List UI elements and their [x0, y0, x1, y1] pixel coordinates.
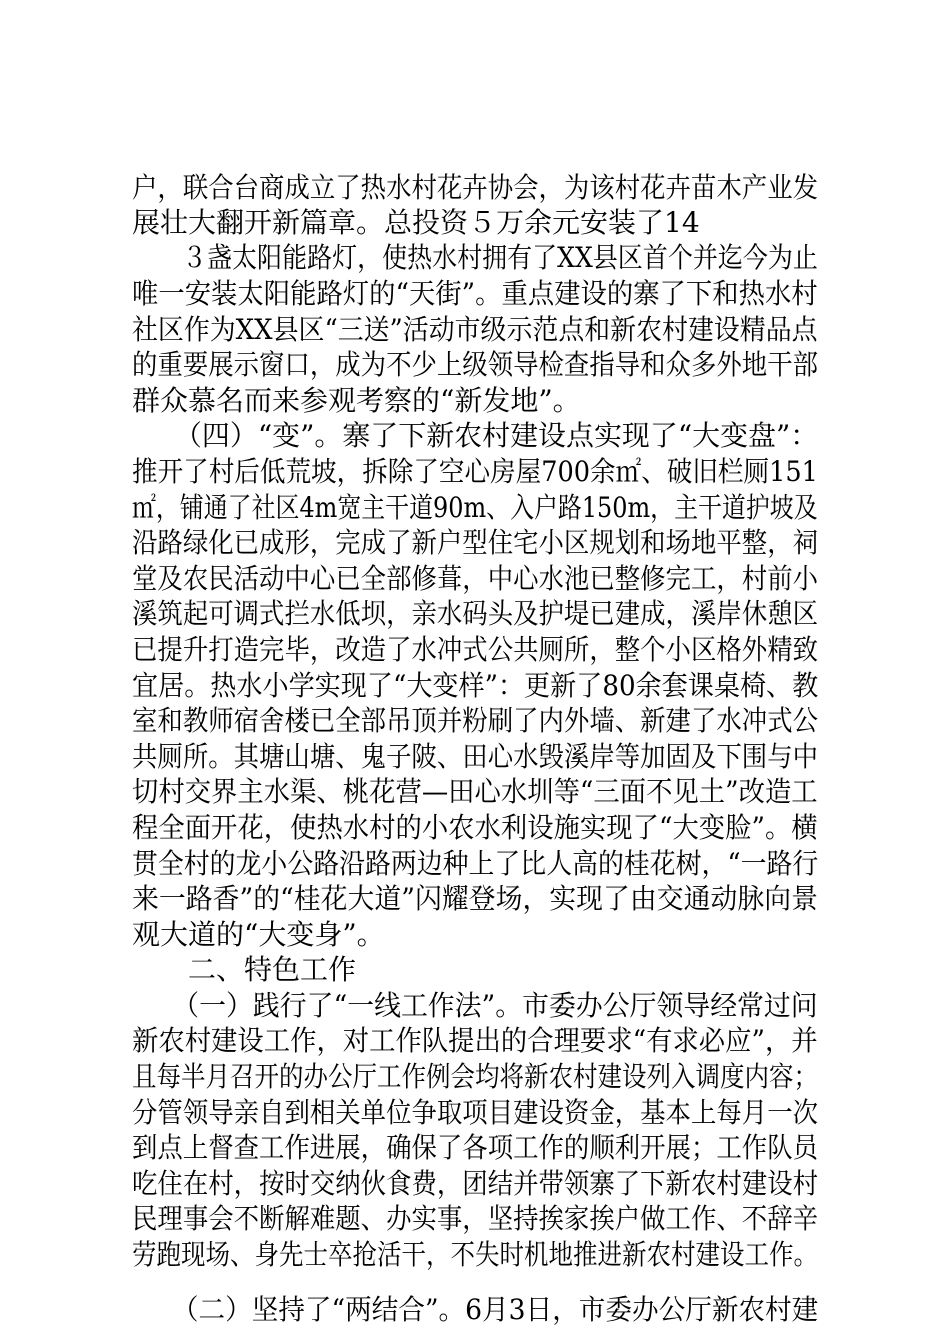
text-line: 唯一安装太阳能路灯的“天街”。重点建设的寨了下和热水村	[132, 277, 818, 310]
text-line: 观大道的“大变身”。	[132, 918, 385, 951]
text-line: 民理事会不断解难题、办实事，坚持挨家挨户做工作、不辞辛	[132, 1202, 819, 1235]
text-line: 程全面开花，使热水村的小农水利设施实现了“大变脸”。横	[132, 811, 818, 844]
text-line: 到点上督查工作进展，确保了各项工作的顺利开展；工作队员	[132, 1131, 819, 1164]
text-line: 社区作为XX县区“三送”活动市级示范点和新农村建设精品点	[132, 313, 818, 346]
section-heading: 二、特色工作	[132, 953, 357, 986]
text-line: 分管领导亲自到相关单位争取项目建设资金，基本上每月一次	[132, 1096, 819, 1129]
text-line: 新农村建设工作，对工作队提出的合理要求“有求必应”，并	[132, 1024, 818, 1057]
text-line: （四）“变”。寨了下新农村建设点实现了“大变盘”：	[132, 419, 819, 452]
text-line: 宜居。热水小学实现了“大变样”：更新了80余套课桌椅、教	[132, 669, 819, 702]
text-line: 溪筑起可调式拦水低坝，亲水码头及护堤已建成，溪岸休憩区	[132, 597, 819, 630]
text-line: 贯全村的龙小公路沿路两边种上了比人高的桂花树，“一路行	[132, 847, 819, 880]
text-line: 堂及农民活动中心已全部修葺，中心水池已整修完工，村前小	[132, 562, 819, 595]
text-line: 来一路香”的“桂花大道”闪耀登场，实现了由交通动脉向景	[132, 882, 818, 915]
text-line: 户，联合台商成立了热水村花卉协会，为该村花卉苗木产业发	[132, 171, 819, 204]
text-line: 劳跑现场、身先士卒抢活干，不失时机地推进新农村建设工作。	[132, 1238, 819, 1271]
text-line: 且每半月召开的办公厅工作例会均将新农村建设列入调度内容；	[132, 1060, 819, 1093]
text-line: 室和教师宿舍楼已全部吊顶并粉刷了内外墙、新建了水冲式公	[132, 704, 819, 737]
text-line: 群众慕名而来参观考察的“新发地”。	[132, 384, 581, 417]
text-line: 已提升打造完毕，改造了水冲式公共厕所，整个小区格外精致	[132, 633, 819, 666]
text-line: （二）坚持了“两结合”。6月3日，市委办公厅新农村建	[132, 1293, 819, 1326]
text-line: 沿路绿化已成形，完成了新户型住宅小区规划和场地平整，祠	[132, 526, 819, 559]
text-line: 推开了村后低荒坡，拆除了空心房屋700余㎡、破旧栏厕151	[132, 455, 818, 488]
text-line: 的重要展示窗口，成为不少上级领导检查指导和众多外地干部	[132, 348, 819, 381]
text-line: ３盏太阳能路灯，使热水村拥有了XX县区首个并迄今为止	[132, 241, 818, 274]
text-line: 共厕所。其塘山塘、鬼子陂、田心水毁溪岸等加固及下围与中	[132, 740, 819, 773]
text-line: ㎡，铺通了社区4m宽主干道90m、入户路150m，主干道护坡及	[132, 491, 818, 524]
text-line: 展壮大翻开新篇章。总投资５万余元安装了14	[132, 206, 700, 239]
text-line: 切村交界主水渠、桃花营—田心水圳等“三面不见土”改造工	[132, 775, 818, 808]
text-line: （一）践行了“一线工作法”。市委办公厅领导经常过问	[132, 989, 818, 1022]
text-line: 吃住在村，按时交纳伙食费，团结并带领寨了下新农村建设村	[132, 1167, 819, 1200]
